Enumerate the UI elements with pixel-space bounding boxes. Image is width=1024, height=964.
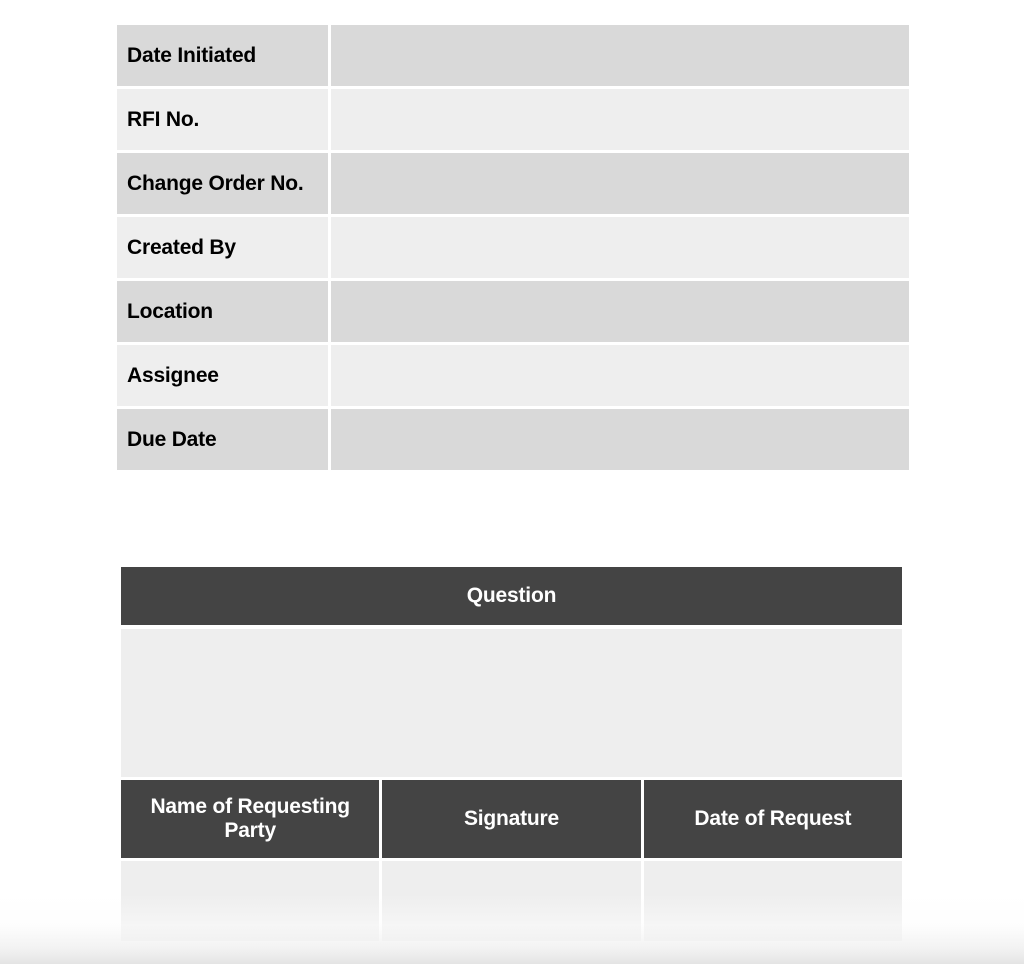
field-value-rfi-no[interactable] — [331, 89, 909, 150]
field-label-due-date: Due Date — [117, 409, 328, 470]
table-row — [117, 409, 909, 470]
table-row — [117, 281, 909, 342]
rfi-metadata-table — [114, 22, 912, 473]
field-label-date-initiated: Date Initiated — [117, 25, 328, 86]
column-header-name-of-requesting-party: Name of Requesting Party — [121, 780, 379, 858]
column-header-date-of-request: Date of Request — [644, 780, 902, 858]
field-value-location[interactable] — [331, 281, 909, 342]
field-label-created-by: Created By — [117, 217, 328, 278]
field-value-date-of-request[interactable] — [644, 861, 902, 941]
table-row — [117, 345, 909, 406]
field-value-assignee[interactable] — [331, 345, 909, 406]
field-value-created-by[interactable] — [331, 217, 909, 278]
question-section-header: Question — [121, 567, 902, 625]
column-header-signature: Signature — [382, 780, 640, 858]
field-value-change-order-no[interactable] — [331, 153, 909, 214]
field-label-assignee: Assignee — [117, 345, 328, 406]
field-label-location: Location — [117, 281, 328, 342]
field-value-due-date[interactable] — [331, 409, 909, 470]
table-row — [117, 153, 909, 214]
rfi-metadata-body — [117, 25, 909, 470]
signature-header-row — [121, 780, 902, 858]
field-label-change-order-no: Change Order No. — [117, 153, 328, 214]
field-value-date-initiated[interactable] — [331, 25, 909, 86]
field-value-signature[interactable] — [382, 861, 640, 941]
signature-value-row — [121, 861, 902, 941]
field-value-name-of-requesting-party[interactable] — [121, 861, 379, 941]
table-row — [117, 217, 909, 278]
field-label-rfi-no: RFI No. — [117, 89, 328, 150]
question-section — [121, 567, 902, 941]
question-answer-area[interactable] — [121, 629, 902, 777]
table-row — [117, 89, 909, 150]
table-row — [117, 25, 909, 86]
